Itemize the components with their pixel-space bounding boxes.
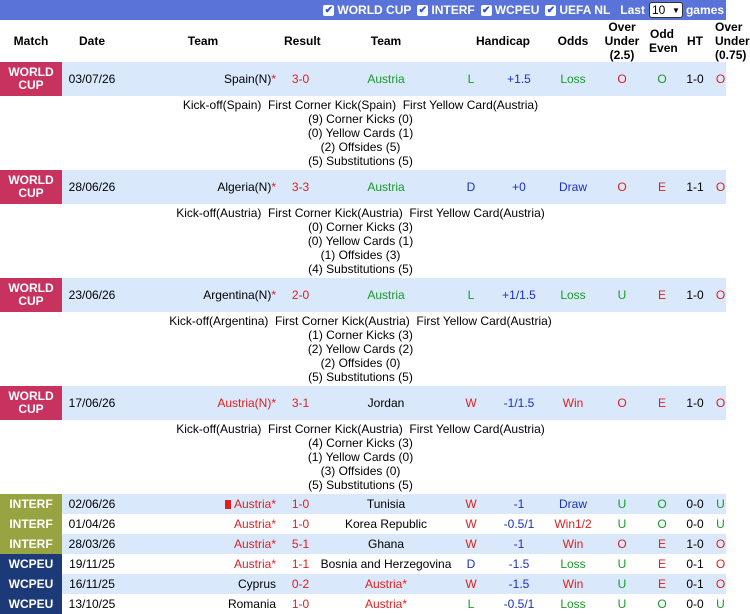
- handicap-value: -1/1.5: [487, 386, 551, 420]
- odd-even-value: E: [649, 278, 675, 312]
- handicap-value: -1: [487, 494, 551, 514]
- win-loss: D: [455, 170, 487, 204]
- detail-line: (5) Substitutions (5): [308, 154, 413, 168]
- half-time-score: 1-0: [675, 534, 715, 554]
- detail-line: Kick-off(Spain) First Corner Kick(Spain) First Yellow Card(Austria): [182, 98, 539, 112]
- odd-even-value: E: [649, 574, 675, 594]
- over-under-value: O: [595, 534, 649, 554]
- odds-result: Loss: [551, 554, 595, 574]
- competition-badge[interactable]: WCPEU: [0, 594, 62, 614]
- detail-line: (5) Substitutions (5): [308, 478, 413, 492]
- checkbox-icon[interactable]: ✔: [546, 4, 556, 16]
- match-stats: [0, 204, 725, 278]
- odd-even-value: O: [649, 62, 675, 96]
- match-date: 28/03/26: [62, 534, 122, 554]
- star-marker: *: [271, 396, 276, 410]
- handicap-value: +1.5: [487, 62, 551, 96]
- half-time-score: 0-1: [675, 554, 715, 574]
- over-under-value: O: [595, 62, 649, 96]
- half-time-score: 1-0: [675, 278, 715, 312]
- match-stats: [0, 96, 725, 170]
- odd-even-value: E: [649, 554, 675, 574]
- match-result[interactable]: 3-3: [284, 170, 317, 204]
- win-loss: W: [455, 534, 487, 554]
- odds-result: Win1/2: [551, 514, 595, 534]
- detail-line: (2) Offsides (5): [320, 140, 401, 154]
- star-marker: *: [271, 537, 276, 551]
- home-team[interactable]: Cyprus: [122, 574, 284, 594]
- match-stats: [0, 420, 725, 494]
- red-card-icon: [225, 500, 231, 509]
- header-over-under: Over Under (2.5): [604, 20, 640, 62]
- over-under-value: U: [595, 554, 649, 574]
- star-marker: *: [271, 72, 276, 86]
- odd-even-value: E: [649, 534, 675, 554]
- odds-result: Loss: [551, 278, 595, 312]
- match-date: 02/06/26: [62, 494, 122, 514]
- odd-even-value: O: [649, 494, 675, 514]
- away-team[interactable]: Tunisia: [317, 494, 455, 514]
- over-under-075-value: O: [715, 170, 726, 204]
- handicap-value: -1.5: [487, 554, 551, 574]
- detail-line: (1) Corner Kicks (3): [308, 328, 413, 342]
- star-marker: *: [271, 180, 276, 194]
- over-under-075-value: O: [715, 278, 726, 312]
- match-history-table: [0, 20, 750, 614]
- header-handicap: Handicap: [476, 34, 531, 48]
- odds-result: Win: [551, 386, 595, 420]
- match-row[interactable]: [0, 534, 726, 554]
- filter-world-cup[interactable]: [323, 3, 411, 17]
- over-under-075-value: O: [715, 62, 726, 96]
- home-team[interactable]: Austria*: [122, 494, 284, 514]
- away-team[interactable]: Austria: [317, 278, 455, 312]
- competition-badge[interactable]: INTERF: [0, 494, 62, 514]
- detail-line: (9) Corner Kicks (0): [308, 112, 413, 126]
- games-count-value: 10: [651, 3, 666, 17]
- games-count-select[interactable]: [649, 2, 683, 18]
- filter-bar: [0, 0, 726, 20]
- match-row[interactable]: [0, 554, 726, 574]
- match-date: 19/11/25: [62, 554, 122, 574]
- odd-even-value: E: [649, 170, 675, 204]
- over-under-075-value: U: [715, 494, 726, 514]
- competition-badge[interactable]: WCPEU: [0, 574, 62, 594]
- match-detail-row: [0, 312, 726, 386]
- handicap-value: -1.5: [487, 574, 551, 594]
- home-team[interactable]: Spain(N)*: [122, 62, 284, 96]
- win-loss: W: [455, 386, 487, 420]
- header-team-home: Team: [187, 34, 219, 48]
- filter-interf[interactable]: [417, 3, 474, 17]
- match-result[interactable]: 3-0: [284, 62, 317, 96]
- win-loss: L: [455, 62, 487, 96]
- half-time-score: 1-0: [675, 386, 715, 420]
- odds-result: Loss: [551, 594, 595, 614]
- detail-line: (1) Offsides (3): [320, 248, 401, 262]
- match-row[interactable]: [0, 574, 726, 594]
- win-loss: L: [455, 594, 487, 614]
- match-result[interactable]: 1-1: [284, 554, 317, 574]
- header-date: Date: [78, 34, 105, 48]
- detail-line: (5) Substitutions (5): [308, 370, 413, 384]
- win-loss: L: [455, 278, 487, 312]
- away-team[interactable]: Austria*: [317, 594, 455, 614]
- games-label: games: [685, 3, 724, 17]
- half-time-score: 0-1: [675, 574, 715, 594]
- detail-line: Kick-off(Austria) First Corner Kick(Austria) First Yellow Card(Austria): [176, 206, 545, 220]
- away-team[interactable]: Austria: [317, 170, 455, 204]
- over-under-value: U: [595, 574, 649, 594]
- detail-line: (1) Yellow Cards (0): [307, 450, 414, 464]
- detail-line: (0) Yellow Cards (1): [307, 234, 414, 248]
- chevron-down-icon: ▼: [672, 5, 680, 15]
- detail-line: (2) Offsides (0): [320, 356, 401, 370]
- competition-badge[interactable]: INTERF: [0, 514, 62, 534]
- header-odd-even: Odd Even: [649, 27, 678, 55]
- match-date: 03/07/26: [62, 62, 122, 96]
- match-row[interactable]: [0, 170, 726, 204]
- over-under-075-value: O: [715, 574, 726, 594]
- over-under-value: U: [595, 594, 649, 614]
- odd-even-value: E: [649, 386, 675, 420]
- match-detail-row: [0, 420, 726, 494]
- competition-badge[interactable]: WCPEU: [0, 554, 62, 574]
- away-team[interactable]: Bosnia and Herzegovina: [317, 554, 455, 574]
- detail-line: (4) Corner Kicks (3): [308, 436, 413, 450]
- odd-even-value: O: [649, 514, 675, 534]
- filter-uefa-nl[interactable]: [545, 3, 610, 17]
- competition-filters: [317, 3, 610, 17]
- checkbox-icon[interactable]: ✔: [482, 4, 491, 16]
- over-under-075-value: O: [715, 534, 726, 554]
- odds-result: Loss: [551, 62, 595, 96]
- over-under-075-value: O: [715, 386, 726, 420]
- handicap-value: -1: [487, 534, 551, 554]
- home-team[interactable]: Argentina(N)*: [122, 278, 284, 312]
- star-marker: *: [402, 577, 408, 591]
- header-row: [0, 20, 726, 62]
- match-row[interactable]: [0, 386, 726, 420]
- win-loss: D: [455, 554, 487, 574]
- competition-badge[interactable]: INTERF: [0, 534, 62, 554]
- odds-result: Win: [551, 574, 595, 594]
- match-row[interactable]: [0, 494, 726, 514]
- match-date: 28/06/26: [62, 170, 122, 204]
- header-ht: HT: [687, 34, 704, 48]
- match-stats: [0, 312, 725, 386]
- last-label: Last: [620, 3, 645, 17]
- win-loss: W: [455, 574, 487, 594]
- star-marker: *: [271, 517, 276, 531]
- home-team[interactable]: Austria*: [122, 514, 284, 534]
- over-under-075-value: O: [715, 554, 726, 574]
- star-marker: *: [271, 288, 276, 302]
- handicap-value: +1/1.5: [487, 278, 551, 312]
- odd-even-value: O: [649, 594, 675, 614]
- competition-badge[interactable]: WORLD CUP: [0, 62, 62, 96]
- away-team[interactable]: Austria: [317, 62, 455, 96]
- header-odds: Odds: [557, 34, 589, 48]
- detail-line: Kick-off(Argentina) First Corner Kick(Austria) First Yellow Card(Austria): [169, 314, 552, 328]
- over-under-value: O: [595, 386, 649, 420]
- detail-line: (4) Substitutions (5): [308, 262, 413, 276]
- match-result[interactable]: 5-1: [284, 534, 317, 554]
- match-result[interactable]: 2-0: [284, 278, 317, 312]
- handicap-value: -0.5/1: [487, 594, 551, 614]
- over-under-value: U: [595, 278, 649, 312]
- match-result[interactable]: 3-1: [284, 386, 317, 420]
- match-result[interactable]: 1-0: [284, 594, 317, 614]
- home-team[interactable]: Austria*: [122, 534, 284, 554]
- over-under-value: O: [595, 170, 649, 204]
- win-loss: W: [455, 494, 487, 514]
- odds-result: Draw: [551, 170, 595, 204]
- home-team[interactable]: Algeria(N)*: [122, 170, 284, 204]
- detail-line: (3) Offsides (0): [320, 464, 401, 478]
- match-date: 17/06/26: [62, 386, 122, 420]
- match-result[interactable]: 0-2: [284, 574, 317, 594]
- checkbox-icon[interactable]: ✔: [324, 4, 334, 16]
- match-date: 01/04/26: [62, 514, 122, 534]
- half-time-score: 1-0: [675, 62, 715, 96]
- win-loss: W: [455, 514, 487, 534]
- half-time-score: 1-1: [675, 170, 715, 204]
- detail-line: Kick-off(Austria) First Corner Kick(Austria) First Yellow Card(Austria): [176, 422, 545, 436]
- checkbox-icon[interactable]: ✔: [418, 4, 428, 16]
- half-time-score: 0-0: [675, 594, 715, 614]
- competition-badge[interactable]: WORLD CUP: [0, 278, 62, 312]
- filter-label: INTERF: [431, 3, 475, 17]
- match-date: 16/11/25: [62, 574, 122, 594]
- star-marker: *: [271, 497, 276, 511]
- match-row[interactable]: [0, 514, 726, 534]
- match-result[interactable]: 1-0: [284, 494, 317, 514]
- star-marker: *: [271, 557, 276, 571]
- filter-wcpeu[interactable]: [481, 3, 540, 17]
- match-row[interactable]: [0, 594, 726, 614]
- detail-line: (2) Yellow Cards (2): [307, 342, 414, 356]
- away-team[interactable]: Ghana: [317, 534, 455, 554]
- away-team[interactable]: Korea Republic: [317, 514, 455, 534]
- competition-badge[interactable]: WORLD CUP: [0, 170, 62, 204]
- detail-line: (0) Yellow Cards (1): [307, 126, 414, 140]
- match-row[interactable]: [0, 62, 726, 96]
- match-date: 23/06/26: [62, 278, 122, 312]
- handicap-value: +0: [487, 170, 551, 204]
- filter-label: WCPEU: [494, 3, 540, 17]
- odds-result: Win: [551, 534, 595, 554]
- filter-label: WORLD CUP: [337, 3, 412, 17]
- match-date: 13/10/25: [62, 594, 122, 614]
- star-marker: *: [402, 597, 408, 611]
- detail-line: (0) Corner Kicks (3): [308, 220, 413, 234]
- odds-result: Draw: [551, 494, 595, 514]
- half-time-score: 0-0: [675, 514, 715, 534]
- match-detail-row: [0, 96, 726, 170]
- header-result: Result: [284, 34, 321, 48]
- match-result[interactable]: 1-0: [284, 514, 317, 534]
- over-under-075-value: U: [715, 594, 726, 614]
- filter-label: UEFA NL: [559, 3, 611, 17]
- match-detail-row: [0, 204, 726, 278]
- header-match: Match: [13, 34, 49, 48]
- over-under-075-value: U: [715, 514, 726, 534]
- over-under-value: U: [595, 514, 649, 534]
- over-under-value: U: [595, 494, 649, 514]
- competition-badge[interactable]: WORLD CUP: [0, 386, 62, 420]
- away-team[interactable]: Austria*: [317, 574, 455, 594]
- handicap-value: -0.5/1: [487, 514, 551, 534]
- match-row[interactable]: [0, 278, 726, 312]
- home-team[interactable]: Austria*: [122, 554, 284, 574]
- half-time-score: 0-0: [675, 494, 715, 514]
- header-over-under-075: Over Under (0.75): [715, 20, 750, 62]
- home-team[interactable]: Austria(N)*: [122, 386, 284, 420]
- header-team-away: Team: [370, 34, 402, 48]
- home-team[interactable]: Romania: [122, 594, 284, 614]
- away-team[interactable]: Jordan: [317, 386, 455, 420]
